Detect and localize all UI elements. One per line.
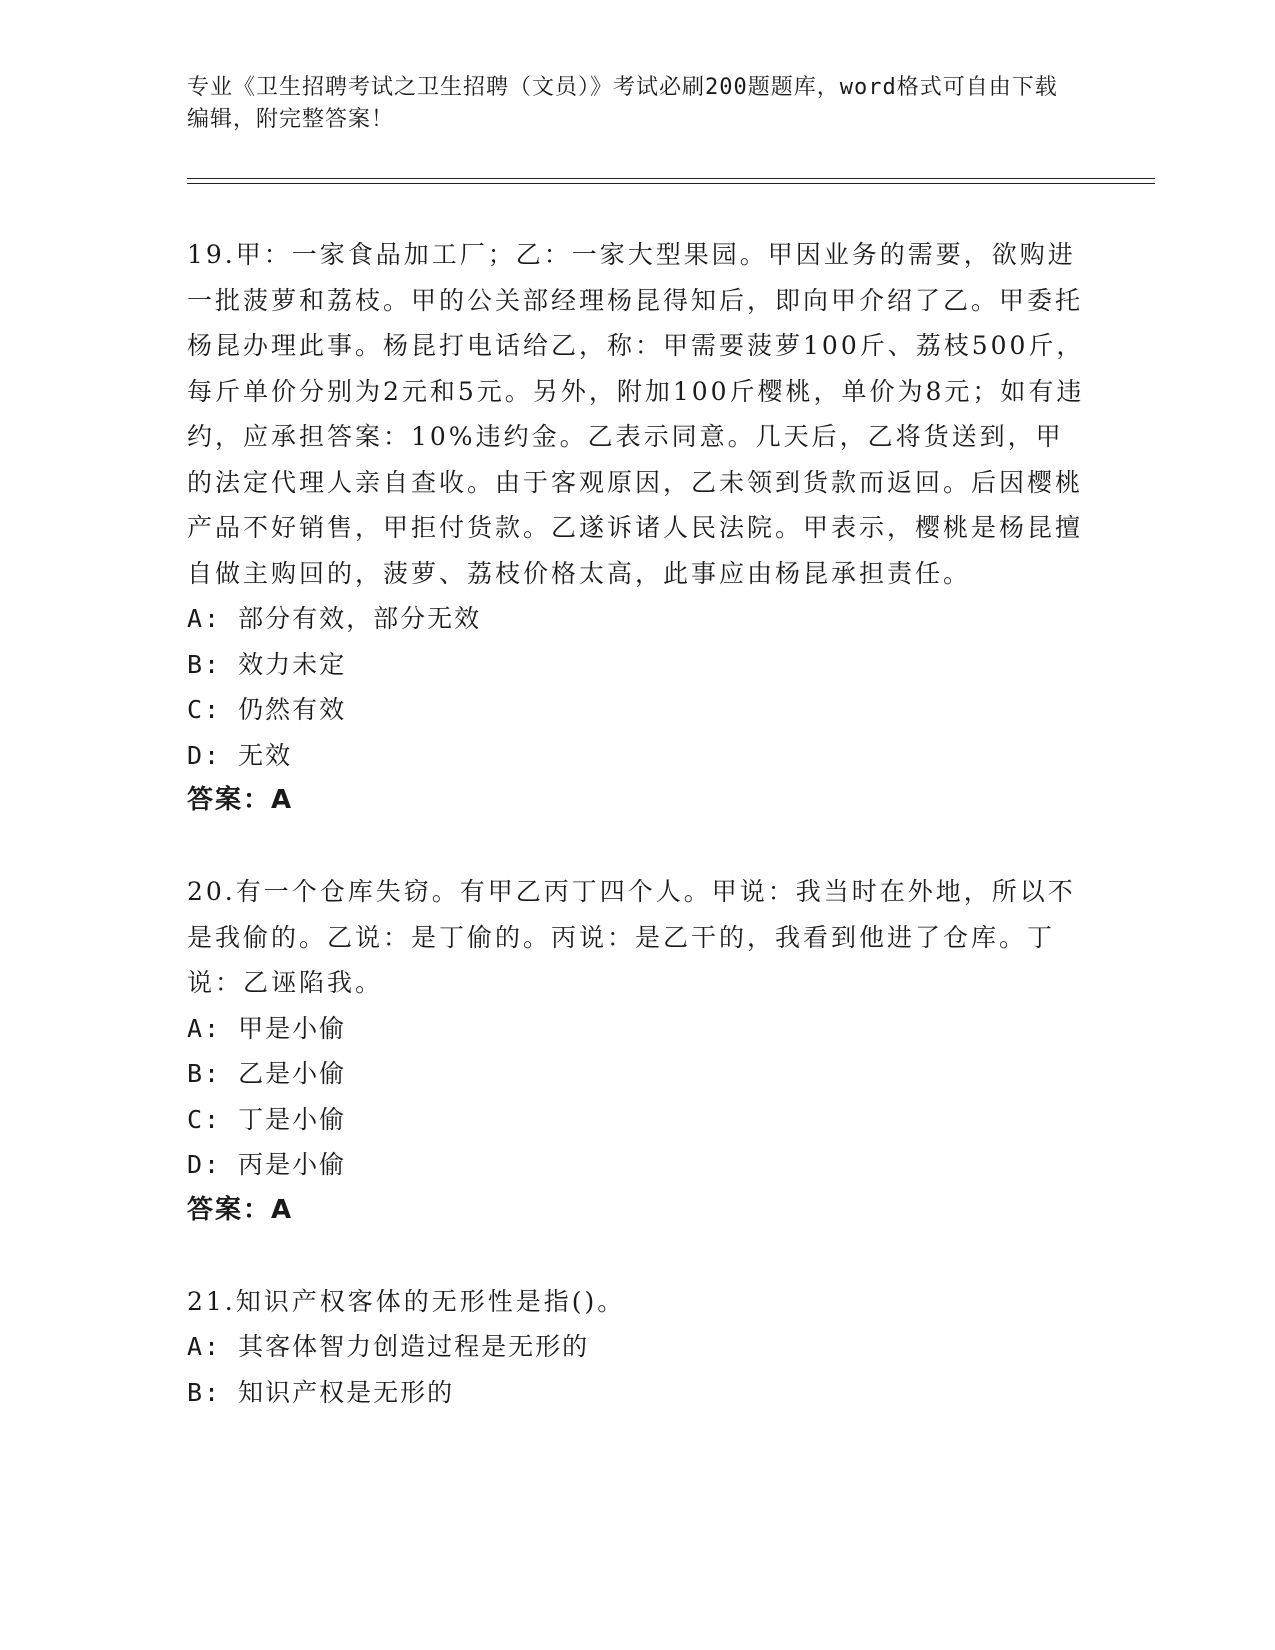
option-a: A: 部分有效，部分无效 — [187, 604, 482, 633]
header-divider — [187, 178, 1155, 184]
question-list — [187, 232, 1087, 1461]
option-d: D: 无效 — [187, 740, 293, 770]
header-text: 专业《卫生招聘考试之卫生招聘（文员）》考试必刷200题题库，word格式可自由下载编辑，附完整答案！ — [187, 75, 1058, 132]
question-text: 20.有一个仓库失窃。有甲乙丙丁四个人。甲说：我当时在外地，所以不是我偷的。乙说：是丁偷的。丙说：是乙干的，我看到他进了仓库。丁说：乙诬陷我。 — [187, 877, 1076, 997]
question-item — [187, 232, 1087, 823]
option-a: A: 甲是小偷 — [187, 1013, 347, 1043]
option-d: D: 丙是小偷 — [187, 1150, 347, 1179]
option-b: B: 效力未定 — [187, 649, 347, 679]
option-b: B: 乙是小偷 — [187, 1059, 347, 1088]
document-header — [187, 72, 1067, 136]
option-c: C: 仍然有效 — [187, 695, 347, 724]
answer-label: 答案：A — [187, 785, 294, 815]
question-text: 19.甲：一家食品加工厂；乙：一家大型果园。甲因业务的需要，欲购进一批菠萝和荔枝。甲的公关部经理杨昆得知后，即向甲介绍了乙。甲委托杨昆办理此事。杨昆打电话给乙，称：甲需要菠萝100斤、荔枝500斤，每斤单价分别为2元和5元。另外，附加100斤樱桃，单价为8元；如有违约，应承担答案：10%违约金。乙表示同意。几天后，乙将货送到，甲的法定代理人亲自查收。由于客观原因，乙未领到货款而返回。后因樱桃产品不好销售，甲拒付货款。乙遂诉诸人民法院。甲表示，樱桃是杨昆擅自做主购回的，菠萝、荔枝价格太高，此事应由杨昆承担责任。 — [187, 240, 1085, 588]
option-a: A: 其客体智力创造过程是无形的 — [187, 1332, 590, 1361]
option-c: C: 丁是小偷 — [187, 1104, 347, 1134]
question-item — [187, 869, 1087, 1233]
question-text: 21.知识产权客体的无形性是指()。 — [187, 1286, 626, 1316]
option-b: B: 知识产权是无形的 — [187, 1377, 455, 1407]
answer-label: 答案：A — [187, 1194, 294, 1225]
question-item — [187, 1279, 1087, 1416]
